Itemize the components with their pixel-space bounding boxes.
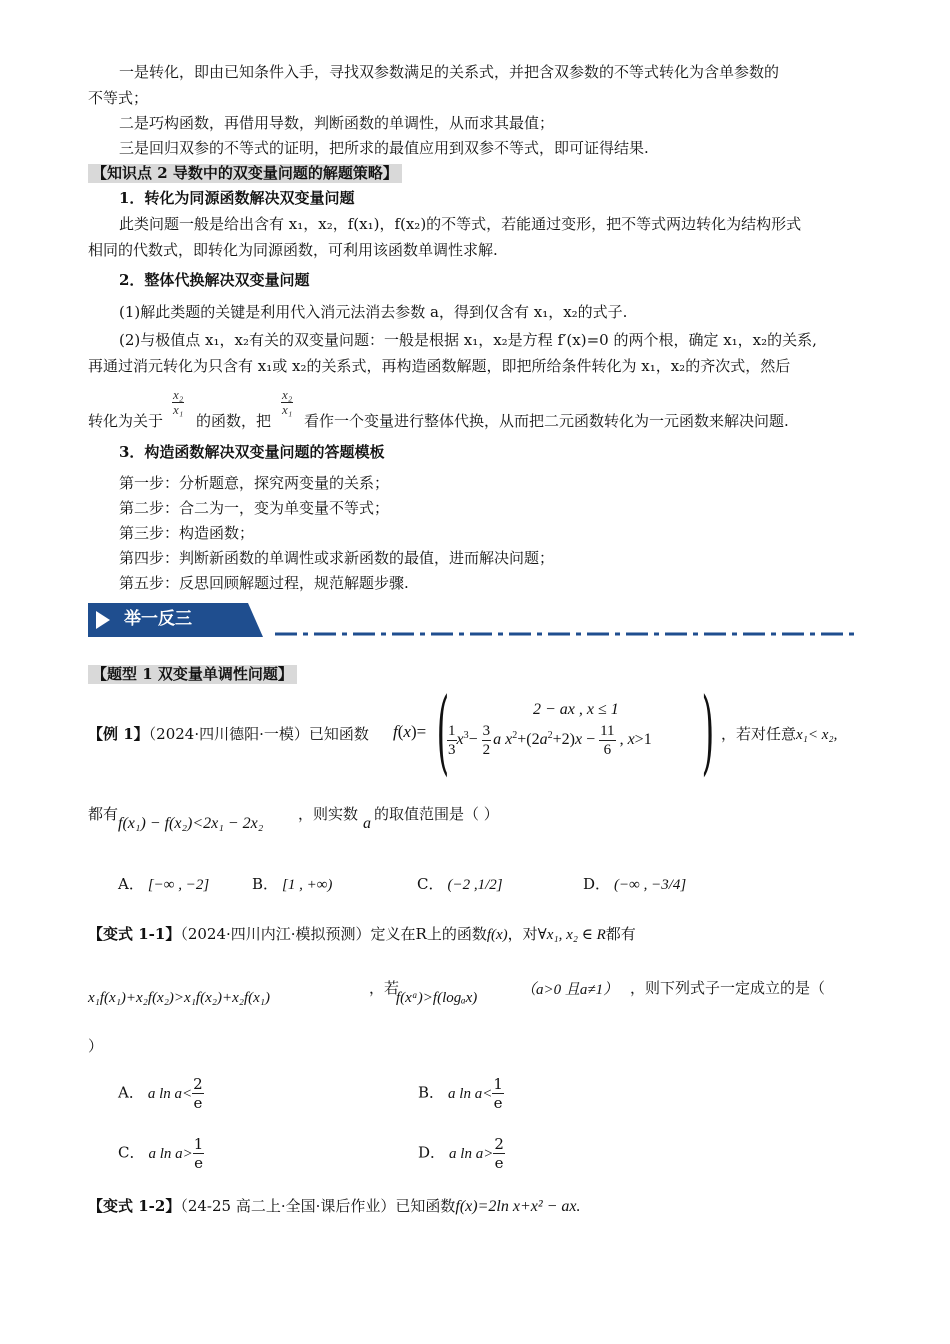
example-1-option-a[interactable]: A． [−∞ , −2] (118, 875, 210, 893)
kp2-text-1a: 此类问题一般是给出含有 x₁，x₂，f(x₁)，f(x₂)的不等式，若能通过变形，把不等式两边转化为结构形式 (119, 215, 802, 233)
kp2-text-2d-end: 看作一个变量进行整体代换，从而把二元函数转化为一元函数来解决问题. (304, 412, 789, 430)
intro-line-3: 三是回归双参的不等式的证明，把所求的最值应用到双参不等式，即可证得结果. (119, 139, 649, 157)
intro-line-2: 二是巧构函数，再借用导数，判断函数的单调性，从而求其最值； (119, 114, 555, 132)
banner-title: 举一反三 (124, 609, 192, 629)
variant-1-1-ruo: ，若 (369, 979, 400, 997)
variant-1-1-inequality-2: f(xᵃ)>f(logₐx) (396, 990, 478, 1006)
variant-1-1-close: ） (88, 1037, 104, 1055)
variant-1-1-tail: ，则下列式子一定成立的是（ (630, 979, 826, 997)
dash-dot-divider (275, 631, 860, 637)
piece-1: 2 − ax , x ≤ 1 (533, 701, 619, 718)
variant-1-1-option-c[interactable]: C． a ln a> $\frac{1}{e}$ (118, 1135, 204, 1172)
step-5: 第五步：反思回顾解题过程，规范解题步骤. (119, 574, 409, 592)
kp2-text-2b: (2)与极值点 x₁，x₂有关的双变量问题：一般是根据 x₁，x₂是方程 f′(x)=0 的两个根，确定 x₁，x₂的关系, (119, 331, 817, 349)
kp2-text-2d: 转化为关于 (88, 412, 164, 430)
kp2-text-2c: 再通过消元转化为只含有 x₁或 x₂的关系式，再构造函数解题，即把所给条件转化为 x₁，x₂的齐次式，然后 (88, 357, 791, 375)
example-1-inequality: f(x₁) − f(x₂)<2x₁ − 2x₂ (118, 815, 264, 832)
example-1-option-c[interactable]: C． (−2 ,1/2] (417, 875, 503, 893)
example-1-question: 的取值范围是（ ） (374, 805, 499, 823)
knowledge-point-2-label: 【知识点 2 导数中的双变量问题的解题策略】 (88, 164, 402, 183)
fraction-x2-over-x1: $\frac{\text{x₂}}{\text{x₁}}$ (173, 387, 184, 417)
fraction-x2-over-x1-second: $\frac{\text{x₂}}{\text{x₁}}$ (282, 387, 293, 417)
kp2-heading-3: 3．构造函数解决双变量问题的答题模板 (119, 443, 385, 461)
kp2-text-1b: 相同的代数式，即转化为同源函数，可利用该函数单调性求解. (88, 241, 498, 259)
example-1-condition: ，若对任意x₁< x₂, (721, 725, 838, 743)
intro-line-1: 一是转化，即由已知条件入手，寻找双参数满足的关系式，并把含双参数的不等式转化为含单参数的 (119, 63, 780, 81)
kp2-heading-1: 1．转化为同源函数解决双变量问题 (119, 189, 355, 207)
brace-left: ( (436, 678, 450, 785)
piece-2: $\frac{1}{3}$ $x^3-$ $\frac{3}{2}$ a $x^2+(2a^2+2)x$ − $\frac{11}{6}$ , x>1 (448, 723, 652, 758)
step-3: 第三步：构造函数； (119, 524, 255, 542)
step-1: 第一步：分析题意，探究两变量的关系； (119, 474, 390, 492)
brace-right: ) (701, 678, 715, 785)
variant-1-1-option-a[interactable]: A． a ln a< $\frac{2}{e}$ (118, 1075, 203, 1112)
example-1-option-d[interactable]: D． (−∞ , −3/4] (583, 875, 687, 893)
example-1-line-2-b: ，则实数 (298, 805, 359, 823)
example-1-line-2: 都有 (88, 805, 119, 823)
variant-1-1-option-b[interactable]: B． a ln a< $\frac{1}{e}$ (418, 1075, 503, 1112)
variant-1-1-condition: （a>0 且a≠1） (521, 982, 619, 998)
variant-1-1-option-d[interactable]: D． a ln a> $\frac{2}{e}$ (418, 1135, 504, 1172)
kp2-text-2a: (1)解此类题的关键是利用代入消元法消去参数 a，得到仅含有 x₁，x₂的式子. (119, 303, 628, 321)
example-1-func-name: f(x)= (393, 722, 427, 741)
step-4: 第四步：判断新函数的单调性或求新函数的最值，进而解决问题； (119, 549, 555, 567)
example-1-header: 【例 1】（2024·四川德阳·一模）已知函数 (88, 725, 369, 743)
type-1-label: 【题型 1 双变量单调性问题】 (88, 665, 297, 684)
variant-1-2-header: 【变式 1-2】（24-25 高二上·全国·课后作业）已知函数f(x)=2ln x+x² − ax. (88, 1197, 581, 1215)
kp2-heading-2: 2．整体代换解决双变量问题 (119, 271, 310, 289)
intro-line-1-cont: 不等式； (88, 89, 149, 107)
step-2: 第二步：合二为一，变为单变量不等式； (119, 499, 390, 517)
example-1-param-a: a (363, 815, 371, 832)
variant-1-1-inequality: x₁f(x₁)+x₂f(x₂)>x₁f(x₂)+x₂f(x₁) (88, 990, 270, 1006)
kp2-text-2d-mid: 的函数，把 (196, 412, 272, 430)
variant-1-1-header: 【变式 1-1】（2024·四川内江·模拟预测）定义在R上的函数f(x)，对∀x₁, x₂ ∈ R都有 (88, 925, 636, 943)
example-1-option-b[interactable]: B． [1 , +∞) (252, 875, 333, 893)
